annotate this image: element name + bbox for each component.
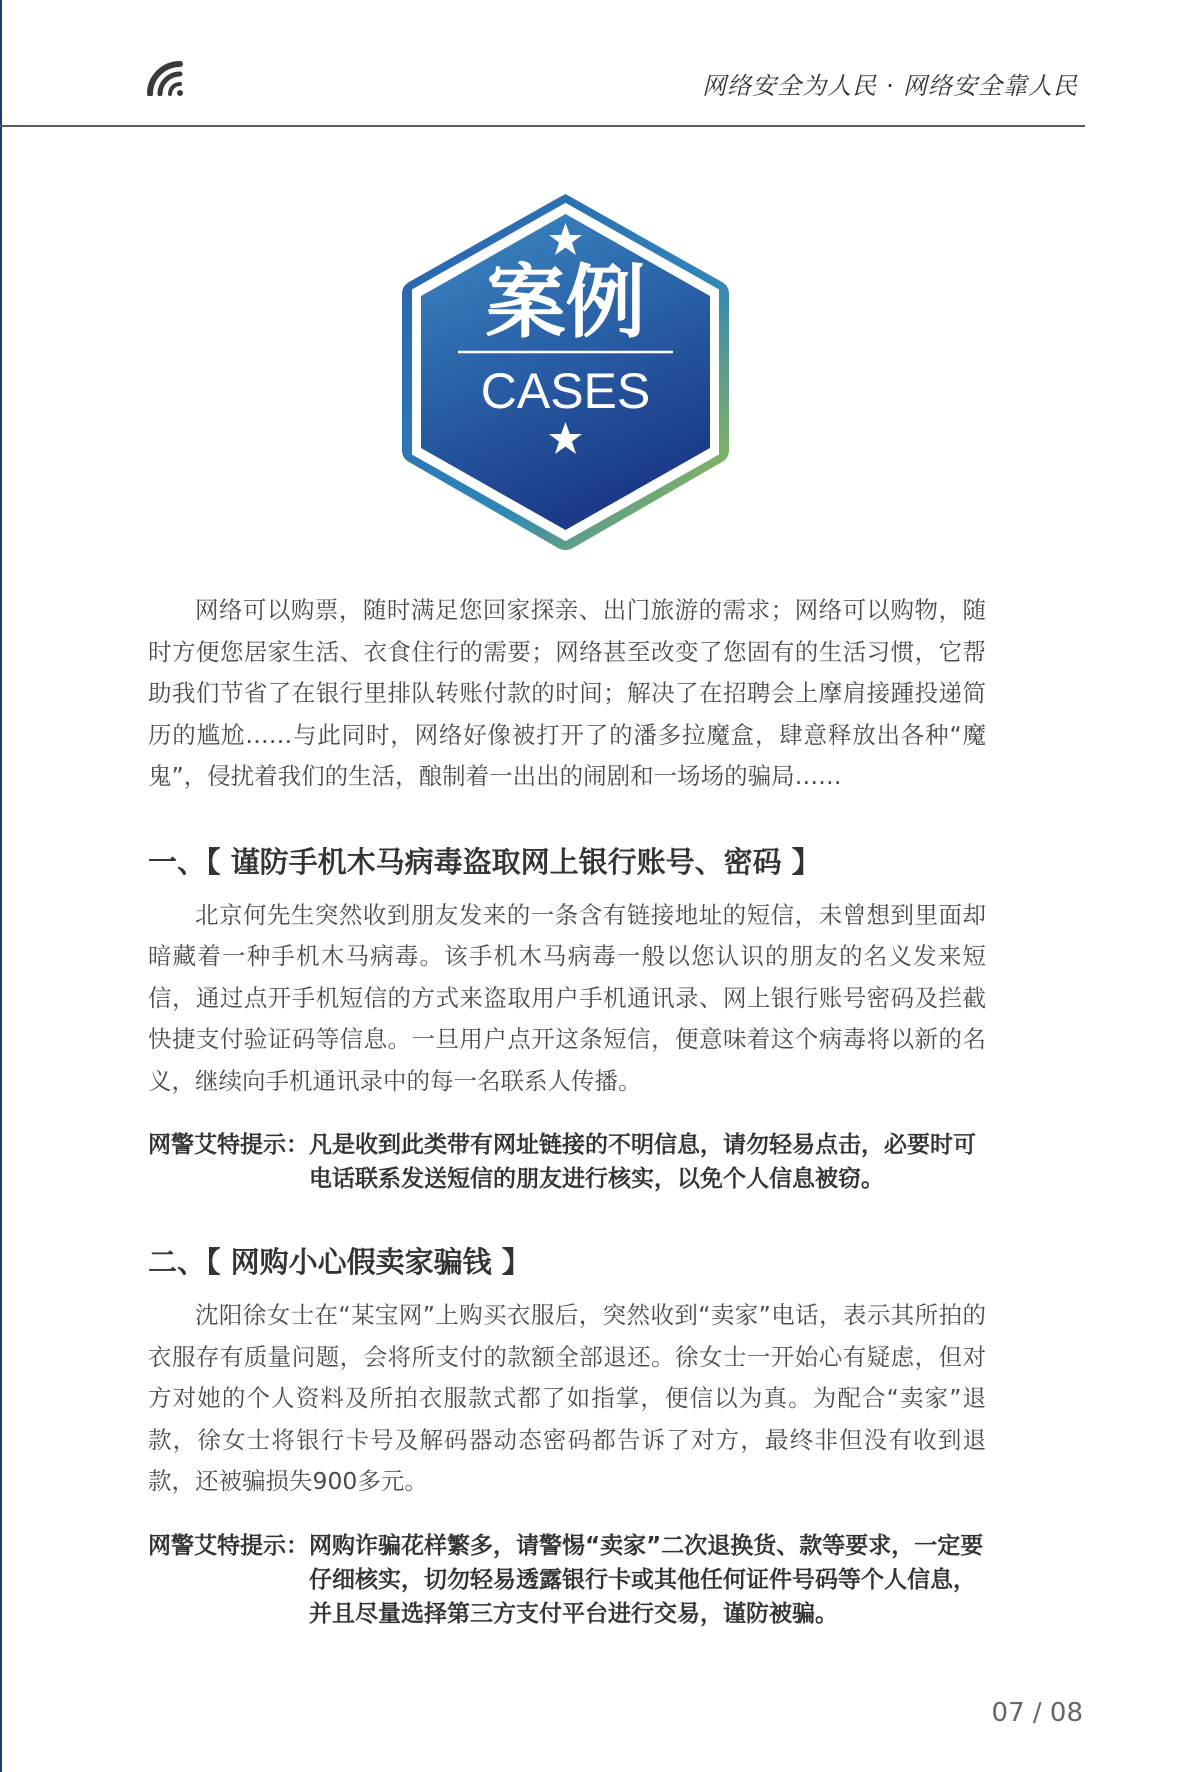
section-body: 北京何先生突然收到朋友发来的一条含有链接地址的短信，未曾想到里面却暗藏着一种手机木马病毒。该手机木马病毒一般以您认识的朋友的名义发来短信，通过点开手机短信的方式来盗取用户手机通讯录、网上银行账号密码及拦截快捷支付验证码等信息。一旦用户点开这条短信，便意味着这个病毒将以新的名义，继续向手机通讯录中的每一名联系人传播。 [148, 900, 986, 1095]
police-tip [148, 1128, 986, 1196]
badge-title: 案例 [485, 256, 646, 349]
intro-paragraph: 网络可以购票，随时满足您回家探亲、出门旅游的需求；网络可以购物，随时方便您居家生活、衣食住行的需要；网络甚至改变了您固有的生活习惯，它帮助我们节省了在银行里排队转账付款的时间；解决了在招聘会上摩肩接踵投递简历的尴尬……与此同时，网络好像被打开了的潘多拉魔盒，肆意释放出各种“魔鬼”，侵扰着我们的生活，酿制着一出出的闹剧和一场场的骗局…… [148, 596, 986, 790]
tip-label: 网警艾特提示： [148, 1532, 309, 1559]
wifi-signal-icon [146, 58, 188, 96]
tip-label: 网警艾特提示： [148, 1132, 309, 1158]
section-body: 沈阳徐女士在“某宝网”上购买衣服后，突然收到“卖家”电话，表示其所拍的衣服存有质量问题，会将所支付的款额全部退还。徐女士一开始心有疑虑，但对方对她的个人资料及所拍衣服款式都了如指掌，便信以为真。为配合“卖家”退款，徐女士将银行卡号及解码器动态密码都告诉了对方，最终非但没有收到退款，还被骗损失900多元。 [148, 1301, 986, 1495]
case-section-2 [148, 1240, 986, 1631]
cases-badge [398, 190, 733, 555]
tip-text: 网购诈骗花样繁多，请警惕“卖家”二次退换货、款等要求，一定要仔细核实，切勿轻易透露银行卡或其他任何证件号码等个人信息，并且尽量选择第三方支付平台进行交易，谨防被骗。 [309, 1532, 984, 1627]
article-body [148, 590, 986, 1631]
section-title: 一、【 谨防手机木马病毒盗取网上银行账号、密码 】 [148, 844, 821, 879]
section-title: 二、【 网购小心假卖家骗钱 】 [148, 1245, 531, 1279]
header-slogan: 网络安全为人民 · 网络安全靠人民 [702, 72, 1078, 100]
header-divider [0, 125, 1085, 127]
tip-text: 凡是收到此类带有网址链接的不明信息，请勿轻易点击，必要时可电话联系发送短信的朋友进行核实，以免个人信息被窃。 [309, 1132, 976, 1192]
case-section-1 [148, 840, 986, 1197]
page-number: 07 / 08 [991, 1698, 1083, 1728]
left-edge-rule [0, 0, 2, 1772]
police-tip [148, 1529, 986, 1631]
badge-subtitle: CASES [480, 363, 651, 419]
